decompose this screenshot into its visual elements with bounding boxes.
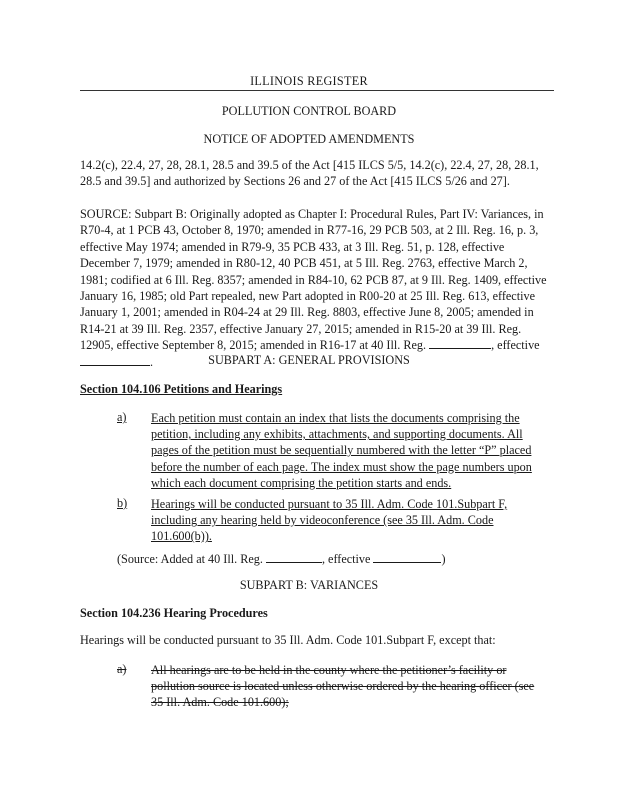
item-b-text: Hearings will be conducted pursuant to 35 Ill. Adm. Code 101.Subpart F, including any hearing held by videoconference (see 35 Ill. Adm. Code 101.600(b)).	[151, 497, 508, 544]
source-note-blank-2	[373, 551, 441, 563]
source-note-blank-1	[266, 551, 322, 563]
item-a-label: a)	[117, 410, 127, 424]
section-236-intro: Hearings will be conducted pursuant to 35 Ill. Adm. Code 101.Subpart F, except that:	[80, 633, 496, 647]
register-page-blank	[429, 337, 491, 349]
subpart-b-heading: SUBPART B: VARIANCES	[239, 578, 379, 592]
section-106-source-note	[117, 551, 446, 567]
authority-paragraph: 14.2(c), 22.4, 27, 28, 28.1, 28.5 and 39.5 of the Act [415 ILCS 5/5, 14.2(c), 22.4, 27, 28, 28.1, 28.5 and 39.5] and authorized by Sections 26 and 27 of the Act [415 ILCS 5/26 and 27].	[80, 158, 539, 189]
notice-title: NOTICE OF ADOPTED AMENDMENTS	[203, 132, 415, 146]
source-paragraph	[80, 206, 550, 370]
item-236-a-text: All hearings are to be held in the county where the petitioner’s facility or pollution source is located unless otherwise ordered by the hearing officer (see 35 Ill. Adm. Code 101.600);	[151, 663, 535, 710]
subpart-a-heading: SUBPART A: GENERAL PROVISIONS	[208, 353, 410, 367]
section-104-236-heading: Section 104.236 Hearing Procedures	[80, 606, 268, 620]
item-236-a-label: a)	[117, 662, 127, 676]
source-note-suffix: )	[441, 552, 446, 566]
section-104-106-heading: Section 104.106 Petitions and Hearings	[80, 382, 283, 396]
source-end: .	[150, 354, 154, 369]
source-note-prefix: (Source: Added at 40 Ill. Reg.	[117, 552, 263, 566]
source-text: SOURCE: Subpart B: Originally adopted as Chapter I: Procedural Rules, Part IV: Variances, in R70-4, at 1 PCB 43, October 8, 1970; amended in R77-16, 29 PCB 503, at 2 Ill. Reg. 16, p. 3, effective May 1974; amended in R79-9, 35 PCB 433, at 3 Ill. Reg. 51, p. 128, effective December 7, 1979; amended in R80-12, 40 PCB 451, at 5 Ill. Reg. 2763, effective March 2, 1981; codified at 6 Ill. Reg. 8357; amended in R84-10, 62 PCB 87, at 9 Ill. Reg. 1409, effective January 16, 1985; old Part repealed, new Part adopted in R00-20 at 25 Ill. Reg. 613, effective January 1, 2001; amended in R04-24 at 29 Ill. Reg. 8803, effective June 8, 2005; amended in R14-21 at 39 Ill. Reg. 2357, effective January 27, 2015; amended in R15-20 at 39 Ill. Reg. 12905, effective September 8, 2015; amended in R16-17 at 40 Ill. Reg.	[80, 207, 547, 353]
item-a-text: Each petition must contain an index that lists the documents comprising the petition, including any exhibits, attachments, and supporting documents. All pages of the petition must be sequentially numbered with the letter “P” placed before the number of each page. The index must show the page numbers upon which each document comprising the petition starts and ends.	[151, 411, 532, 490]
source-effective-text: , effective	[491, 338, 540, 353]
register-title: ILLINOIS REGISTER	[250, 74, 368, 88]
item-b-label: b)	[117, 496, 128, 510]
board-name: POLLUTION CONTROL BOARD	[221, 104, 397, 118]
source-note-mid: , effective	[321, 552, 371, 566]
header-rule	[80, 90, 554, 91]
